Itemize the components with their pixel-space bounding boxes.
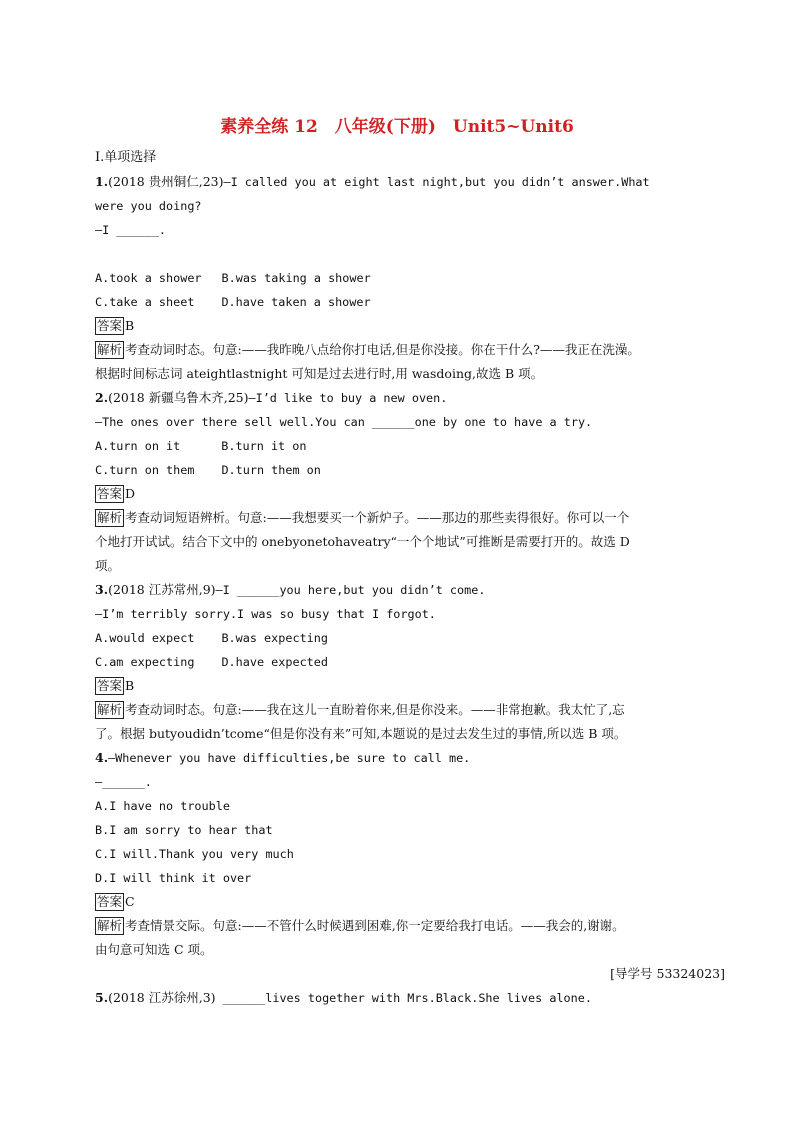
option-d: D.have expected bbox=[221, 655, 328, 669]
question-number: 3. bbox=[95, 582, 109, 597]
question-1-stem-2: were you doing? bbox=[95, 199, 202, 213]
option-a: A.would expect bbox=[95, 631, 195, 645]
option-d: D.turn them on bbox=[221, 463, 321, 477]
question-2-options-ab bbox=[95, 434, 735, 458]
analysis-tag: 解析 bbox=[97, 918, 123, 933]
question-4-stem bbox=[95, 746, 735, 770]
question-source: (2018 贵州铜仁,23) bbox=[108, 174, 224, 189]
question-1-stem bbox=[95, 170, 735, 194]
answer-value: D bbox=[125, 486, 136, 501]
question-3-analysis bbox=[95, 698, 735, 722]
question-1-analysis bbox=[95, 338, 735, 362]
question-2-stem-2: —The ones over there sell well.You can ______one by one to have a try. bbox=[95, 415, 593, 429]
question-source: (2018 江苏徐州,3) bbox=[108, 990, 216, 1005]
question-text: —I ______you here,but you didn’t come. bbox=[215, 583, 486, 597]
question-2-answer bbox=[95, 482, 735, 506]
question-3-stem-2: —I’m terribly sorry.I was so busy that I forgot. bbox=[95, 607, 436, 621]
guide-number: [导学号 53324023] bbox=[610, 966, 725, 981]
question-3-options-ab bbox=[95, 626, 735, 650]
question-number: 1. bbox=[95, 174, 109, 189]
question-text: ______lives together with Mrs.Black.She lives alone. bbox=[215, 991, 592, 1005]
question-2-options-cd bbox=[95, 458, 735, 482]
question-2-analysis bbox=[95, 506, 735, 530]
question-1-options-ab bbox=[95, 266, 735, 290]
option-b: B.was expecting bbox=[221, 631, 328, 645]
analysis-text: 考查情景交际。句意:——不管什么时候遇到困难,你一定要给我打电话。——我会的,谢谢。 bbox=[125, 918, 625, 933]
option-c: C.turn on them bbox=[95, 463, 195, 477]
question-1-answer bbox=[95, 314, 735, 338]
question-text: —I called you at eight last night,but you didn’t answer.What bbox=[223, 175, 650, 189]
question-4-analysis-2: 由句意可知选 C 项。 bbox=[95, 942, 213, 957]
question-1-analysis-2: 根据时间标志词 ateightlastnight 可知是过去进行时,用 wasdoing,故选 B 项。 bbox=[95, 366, 544, 381]
analysis-tag: 解析 bbox=[97, 702, 123, 717]
answer-tag: 答案 bbox=[97, 678, 123, 693]
option-c: C.take a sheet bbox=[95, 295, 195, 309]
question-text: —I’d like to buy a new oven. bbox=[248, 391, 448, 405]
analysis-tag: 解析 bbox=[97, 510, 123, 525]
option-b: B.turn it on bbox=[221, 439, 307, 453]
question-1-options-cd bbox=[95, 290, 735, 314]
analysis-tag: 解析 bbox=[97, 342, 123, 357]
question-3-analysis-2: 了。根据 butyoudidn’tcome“但是你没有来”可知,本题说的是过去发生过的事情,所以选 B 项。 bbox=[95, 726, 627, 741]
question-3-answer bbox=[95, 674, 735, 698]
question-4-stem-2: —______. bbox=[95, 775, 152, 789]
section-heading: Ⅰ.单项选择 bbox=[95, 150, 157, 165]
question-number: 2. bbox=[95, 390, 109, 405]
question-1-stem-3: —I ______. bbox=[95, 223, 167, 237]
option-c: C.I will.Thank you very much bbox=[95, 847, 294, 861]
question-4-answer bbox=[95, 890, 735, 914]
answer-tag: 答案 bbox=[97, 486, 123, 501]
question-text: —Whenever you have difficulties,be sure to call me. bbox=[108, 751, 471, 765]
answer-tag: 答案 bbox=[97, 318, 123, 333]
option-c: C.am expecting bbox=[95, 655, 195, 669]
question-5-stem bbox=[95, 986, 735, 1010]
option-b: B.I am sorry to hear that bbox=[95, 823, 273, 837]
question-source: (2018 江苏常州,9) bbox=[108, 582, 216, 597]
option-a: A.I have no trouble bbox=[95, 799, 230, 813]
worksheet-content bbox=[95, 146, 735, 1010]
option-b: B.was taking a shower bbox=[221, 271, 371, 285]
answer-tag: 答案 bbox=[97, 894, 123, 909]
question-source: (2018 新疆乌鲁木齐,25) bbox=[108, 390, 249, 405]
analysis-text: 考查动词时态。句意:——我在这儿一直盼着你来,但是你没来。——非常抱歉。我太忙了,忘 bbox=[125, 702, 625, 717]
analysis-text: 考查动词短语辨析。句意:——我想要买一个新炉子。——那边的那些卖得很好。你可以一个 bbox=[125, 510, 630, 525]
blank-line bbox=[95, 242, 735, 266]
question-3-options-cd bbox=[95, 650, 735, 674]
answer-value: B bbox=[125, 678, 135, 693]
answer-value: B bbox=[125, 318, 135, 333]
analysis-text: 考查动词时态。句意:——我昨晚八点给你打电话,但是你没接。你在干什么?——我正在洗澡。 bbox=[125, 342, 640, 357]
option-a: A.took a shower bbox=[95, 271, 202, 285]
option-d: D.I will think it over bbox=[95, 871, 252, 885]
question-4-analysis bbox=[95, 914, 735, 938]
question-3-stem bbox=[95, 578, 735, 602]
question-number: 5. bbox=[95, 990, 109, 1005]
question-2-stem bbox=[95, 386, 735, 410]
page-title: 素养全练 12 八年级(下册) Unit5~Unit6 bbox=[220, 117, 574, 137]
question-2-analysis-2: 个地打开试试。结合下文中的 onebyonetohaveatry“一个个地试”可推断是需要打开的。故选 D bbox=[95, 534, 630, 549]
option-a: A.turn on it bbox=[95, 439, 181, 453]
answer-value: C bbox=[125, 894, 135, 909]
question-2-analysis-3: 项。 bbox=[95, 558, 121, 573]
option-d: D.have taken a shower bbox=[221, 295, 371, 309]
question-number: 4. bbox=[95, 750, 109, 765]
